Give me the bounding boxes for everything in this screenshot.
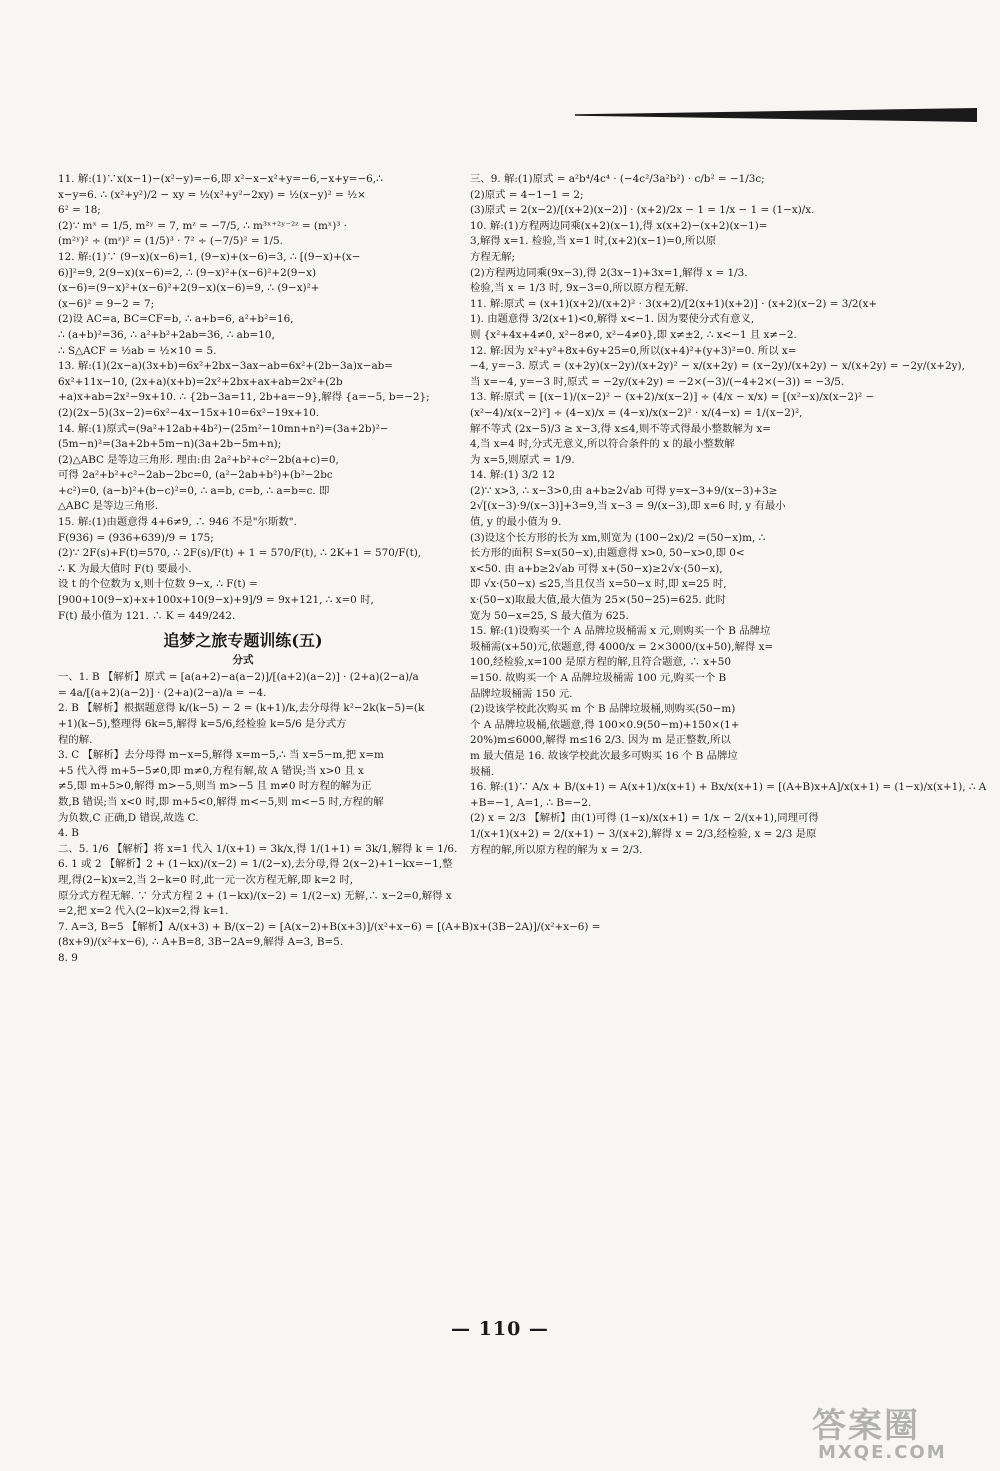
- watermark-logo: [812, 1398, 992, 1466]
- answer-line: 当 x=−4, y=−3 时,原式 = −2y/(x+2y) = −2×(−3)/(−4+2×(−3)) = −3/5.: [470, 375, 845, 388]
- answer-line: (x−6)=(9−x)²+(x−6)²+2(9−x)(x−6)=9, ∴ (9−x)²+: [58, 282, 320, 295]
- answer-line: 为负数,C 正确,D 错误,故选 C.: [58, 811, 199, 824]
- answer-line: ∴ (a+b)²=36, ∴ a²+b²+2ab=36, ∴ ab=10,: [58, 328, 275, 341]
- answer-line: (2)方程两边同乘(9x−3),得 2(3x−1)+3x=1,解得 x = 1/3.: [470, 266, 748, 279]
- answer-line: 2. B 【解析】根据题意得 k/(k−5) − 2 = (k+1)/k,去分母得 k²−2k(k−5)=(k: [58, 702, 425, 715]
- answer-line: (2)设 AC=a, BC=CF=b, ∴ a+b=6, a²+b²=16,: [58, 313, 294, 326]
- answer-line: (2)∵ x>3, ∴ x−3>0,由 a+b≥2√ab 可得 y=x−3+9/(x−3)+3≥: [470, 484, 778, 497]
- answer-line: 三、9. 解:(1)原式 = a²b⁴/4c⁴ · (−4c²/3a²b²) · c/b² = −1/3c;: [470, 173, 765, 185]
- answer-line: +5 代入得 m+5−5≠0,即 m≠0,方程有解,故 A 错误;当 x>0 且 x: [58, 764, 364, 777]
- answer-line: 一、1. B 【解析】原式 = [a(a+2)−a(a−2)]/[(a+2)(a−2)] · (2+a)(2−a)/a: [58, 671, 419, 684]
- answer-line: 原分式方程无解. ∵ 分式方程 2 + (1−kx)/(x−2) = 1/(2−x) 无解,∴ x−2=0,解得 x: [58, 889, 452, 902]
- answer-line: △ABC 是等边三角形.: [58, 500, 159, 513]
- answer-line: 解不等式 (2x−5)/3 ≥ x−3,得 x≤4,则不等式得最小整数解为 x=: [470, 422, 772, 435]
- answer-line: 可得 2a²+b²+c²−2ab−2bc=0, (a²−2ab+b²)+(b²−2bc: [58, 469, 333, 482]
- answer-line: (x−6)² = 9−2 = 7;: [58, 297, 155, 310]
- watermark-cn: 答案圈: [812, 1406, 920, 1446]
- answer-line: 4,当 x=4 时,分式无意义,所以符合条件的 x 的最小整数解: [470, 438, 735, 451]
- answer-line: +a)x+ab=2x²−9x+10. ∴ {2b−3a=11, 2b+a=−9},解得 {a=−5, b=−2};: [58, 391, 430, 404]
- answer-line: 1). 由题意得 3/2(x+1)<0,解得 x<−1. 因为要使分式有意义,: [470, 313, 755, 326]
- watermark-en: MXQE.COM: [818, 1442, 947, 1463]
- answer-line: = 4a/[(a+2)(a−2)] · (2+a)(2−a)/a = −4.: [58, 686, 267, 699]
- answer-line: x<50. 由 a+b≥2√ab 可得 x+(50−x)≥2√x·(50−x),: [470, 562, 723, 575]
- answer-line: (3)设这个长方形的长为 xm,则宽为 (100−2x)/2 =(50−x)m, ∴: [470, 531, 766, 544]
- answer-line: 则 {x²+4x+4≠0, x²−8≠0, x²−4≠0},即 x≠±2, ∴ x<−1 且 x≠−2.: [470, 328, 797, 341]
- answer-line: 方程无解;: [470, 250, 516, 263]
- answer-line: 12. 解:(1)∵ (9−x)(x−6)=1, (9−x)+(x−6)=3, ∴ [(9−x)+(x−: [58, 250, 361, 263]
- section-title: 追梦之旅专题训练(五): [163, 631, 323, 651]
- answer-line: m 最大值是 16. 故该学校此次最多可购买 16 个 B 品牌垃: [470, 749, 738, 762]
- answer-line: ≠5,即 m+5>0,解得 m>−5,则当 m>−5 且 m≠0 时方程的解为正: [58, 780, 372, 793]
- answer-line: 15. 解:(1)设购买一个 A 品牌垃圾桶需 x 元,则购买一个 B 品牌垃: [470, 625, 771, 638]
- answer-line: 宽为 50−x=25, S 最大值为 625.: [470, 609, 629, 622]
- answer-line: 13. 解:原式 = [(x−1)/(x−2)² − (x+2)/x(x−2)] ÷ (4/x − x/x) = [(x²−x)/x(x−2)² −: [470, 391, 875, 404]
- answer-line: 设 t 的个位数为 x,则十位数 9−x, ∴ F(t) =: [58, 578, 258, 591]
- answer-line: (m²ʸ)² ÷ (mᶻ)² = (1/5)³ · 7² ÷ (−7/5)² = 1/5.: [58, 235, 283, 248]
- answer-line: 6)]²=9, 2(9−x)(x−6)=2, ∴ (9−x)²+(x−6)²+2(9−x): [58, 266, 317, 279]
- answer-line: −4, y=−3. 原式 = (x+2y)(x−2y)/(x+2y)² − x/(x+2y) = (x−2y)/(x+2y) − x/(x+2y) = −2y/(x+2y),: [470, 360, 965, 373]
- answer-line: (5m−n)²=(3a+2b+5m−n)(3a+2b−5m+n);: [58, 438, 282, 451]
- answer-line: 12. 解:因为 x²+y²+8x+6y+25=0,所以(x+4)²+(y+3)²=0. 所以 x=: [470, 344, 797, 357]
- answer-line: ∴ S△ACF = ½ab = ½×10 = 5.: [58, 344, 217, 357]
- answer-line: (2)∵ 2F(s)+F(t)=570, ∴ 2F(s)/F(t) + 1 = 570/F(t), ∴ 2K+1 = 570/F(t),: [58, 547, 422, 560]
- answer-line: 即 √x·(50−x) ≤25,当且仅当 x=50−x 时,即 x=25 时,: [470, 578, 727, 591]
- header-rule: [575, 108, 977, 122]
- answer-line: 值, y 的最小值为 9.: [470, 516, 562, 529]
- answer-line: 检验,当 x = 1/3 时, 9x−3=0,所以原方程无解.: [470, 282, 689, 295]
- answer-line: 6² = 18;: [58, 204, 101, 217]
- answer-line: [900+10(9−x)+x+100x+10(9−x)+9]/9 = 9x+121, ∴ x=0 时,: [58, 594, 374, 607]
- answer-line: 7. A=3, B=5 【解析】A/(x+3) + B/(x−2) = [A(x−2)+B(x+3)]/(x²+x−6) = [(A+B)x+(3B−2A)]/(x²+x−6) =: [58, 920, 601, 933]
- answer-line: 为 x=5,则原式 = 1/9.: [470, 453, 575, 466]
- answer-line: 100,经检验,x=100 是原方程的解,且符合题意, ∴ x+50: [470, 656, 731, 669]
- answer-line: +1)(k−5),整理得 6k=5,解得 k=5/6,经检验 k=5/6 是分式方: [58, 718, 347, 730]
- answer-line: 4. B: [58, 827, 79, 840]
- answer-line: +B=−1, A=1, ∴ B=−2.: [470, 796, 592, 809]
- answer-line: 11. 解:(1)∵x(x−1)−(x²−y)=−6,即 x²−x−x²+y=−6,−x+y=−6,∴: [58, 173, 383, 185]
- answer-line: 10. 解:(1)方程两边同乘(x+2)(x−1),得 x(x+2)−(x+2)(x−1)=: [470, 219, 768, 232]
- answer-line: F(936) = (936+639)/9 = 175;: [58, 531, 214, 544]
- page-number: — 110 —: [451, 1318, 549, 1340]
- answer-line: 个 A 品牌垃圾桶,依题意,得 100×0.9(50−m)+150×(1+: [470, 718, 740, 731]
- answer-line: 3,解得 x=1. 检验,当 x=1 时,(x+2)(x−1)=0,所以原: [470, 235, 717, 248]
- answer-line: 6x²+11x−10, (2x+a)(x+b)=2x²+2bx+ax+ab=2x²+(2b: [58, 375, 343, 388]
- answer-line: 8. 9: [58, 951, 78, 964]
- answer-line: =150. 故购买一个 A 品牌垃圾桶需 100 元,购买一个 B: [470, 672, 727, 684]
- answer-line: +c²)=0, (a−b)²+(b−c)²=0, ∴ a=b, c=b, ∴ a=b=c. 即: [58, 484, 330, 497]
- answer-line: (2)原式 = 4−1−1 = 2;: [470, 188, 584, 201]
- answer-line: 3. C 【解析】去分母得 m−x=5,解得 x=m−5,∴ 当 x=5−m,把 x=m: [58, 749, 384, 762]
- right-column: [470, 172, 987, 858]
- answer-line: 15. 解:(1)由题意得 4+6≠9, ∴ 946 不是"尔斯数".: [58, 516, 297, 529]
- answer-line: 14. 解:(1) 3/2 12: [470, 469, 555, 482]
- answer-line: 6. 1 或 2 【解析】2 + (1−kx)/(x−2) = 1/(2−x),去分母,得 2(x−2)+1−kx=−1,整: [58, 858, 453, 871]
- answer-line: x·(50−x)取最大值,最大值为 25×(50−25)=625. 此时: [470, 594, 726, 607]
- answer-line: 品牌垃圾桶需 150 元.: [470, 687, 573, 700]
- answer-line: (8x+9)/(x²+x−6), ∴ A+B=8, 3B−2A=9,解得 A=3, B=5.: [58, 936, 344, 949]
- answer-line: (3)原式 = 2(x−2)/[(x+2)(x−2)] · (x+2)/2x − 1 = 1/x − 1 = (1−x)/x.: [470, 204, 815, 217]
- answer-line: 16. 解:(1)∵ A/x + B/(x+1) = A(x+1)/x(x+1) + Bx/x(x+1) = [(A+B)x+A]/x(x+1) = (1−x)/x(x+1), ∴ A: [470, 781, 987, 794]
- answer-line: 1/(x+1)(x+2) = 2/(x+1) − 3/(x+2),解得 x = 2/3,经检验, x = 2/3 是原: [470, 827, 817, 840]
- answer-line: x−y=6. ∴ (x²+y²)/2 − xy = ½(x²+y²−2xy) = ½(x−y)² = ½×: [58, 188, 366, 201]
- answer-line: 二、5. 1/6 【解析】将 x=1 代入 1/(x+1) = 3k/x,得 1/(1+1) = 3k/1,解得 k = 1/6.: [58, 842, 458, 855]
- answer-line: (2)△ABC 是等边三角形. 理由:由 2a²+b²+c²−2b(a+c)=0,: [58, 453, 339, 466]
- answer-line: 理,得(2−k)x=2,当 2−k=0 时,此一元一次方程无解,即 k=2 时,: [58, 873, 354, 886]
- answer-line: (2)(2x−5)(3x−2)=6x²−4x−15x+10=6x²−19x+10.: [58, 406, 320, 419]
- answer-line: 圾桶需(x+50)元,依题意,得 4000/x = 2×3000/(x+50),解得 x=: [470, 640, 774, 653]
- answer-line: (2)设该学校此次购买 m 个 B 品牌垃圾桶,则购买(50−m): [470, 703, 736, 716]
- answer-line: 11. 解:原式 = (x+1)(x+2)/(x+2)² · 3(x+2)/[2(x+1)(x+2)] · (x+2)(x−2) = 3/2(x+: [470, 297, 878, 310]
- answer-line: 13. 解:(1)(2x−a)(3x+b)=6x²+2bx−3ax−ab=6x²+(2b−3a)x−ab=: [58, 360, 393, 373]
- answer-line: 14. 解:(1)原式=(9a²+12ab+4b²)−(25m²−10mn+n²)=(3a+2b)²−: [58, 422, 389, 435]
- answer-line: 程的解.: [58, 733, 93, 746]
- answer-line: 2√[(x−3)·9/(x−3)]+3=9,当 x−3 = 9/(x−3),即 x=6 时, y 有最小: [470, 500, 786, 513]
- answer-line: (2) x = 2/3 【解析】由(1)可得 (1−x)/x(x+1) = 1/x − 2/(x+1),同理可得: [470, 812, 819, 825]
- answer-line: (x²−4)/x(x−2)²] ÷ (4−x)/x = (4−x)/x(x−2)² · x/(4−x) = 1/(x−2)²,: [470, 406, 803, 419]
- answer-line: ∴ K 为最大值时 F(t) 要最小.: [58, 562, 192, 575]
- answer-line: 20%)m≤6000,解得 m≤16 2/3. 因为 m 是正整数,所以: [470, 734, 731, 747]
- section-subtitle: 分式: [232, 654, 254, 667]
- answer-line: F(t) 最小值为 121. ∴ K = 449/242.: [58, 609, 236, 622]
- right-answers-block: [470, 172, 987, 858]
- answer-line: 长方形的面积 S=x(50−x),由题意得 x>0, 50−x>0,即 0<: [470, 547, 745, 560]
- answer-line: (2)∵ mˣ = 1/5, m²ʸ = 7, mᶻ = −7/5, ∴ m³ˣ⁺²ʸ⁻²ᶻ = (mˣ)³ ·: [58, 219, 348, 232]
- answer-line: 方程的解,所以原方程的解为 x = 2/3.: [470, 843, 643, 856]
- answer-line: 数,B 错误;当 x<0 时,即 m+5<0,解得 m<−5,则 m<−5 时,方程的解: [58, 795, 384, 808]
- answer-line: =2,把 x=2 代入(2−k)x=2,得 k=1.: [58, 905, 229, 918]
- left-answers-block: [58, 172, 428, 624]
- answer-line: 圾桶.: [470, 765, 495, 778]
